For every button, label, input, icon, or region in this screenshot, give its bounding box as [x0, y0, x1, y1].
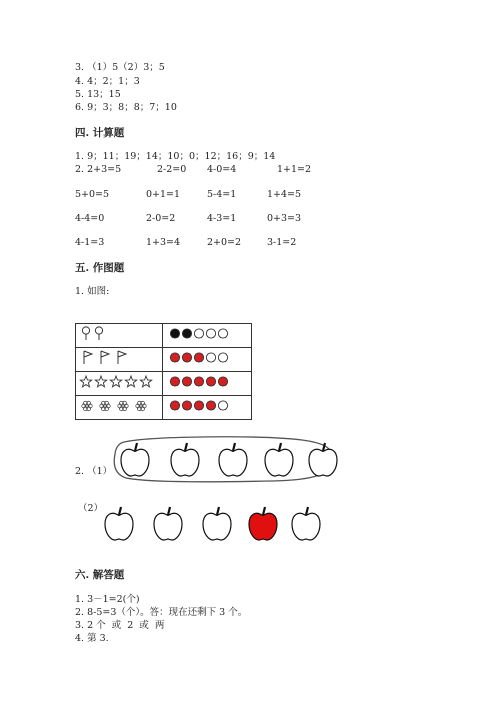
marks-row — [163, 396, 251, 415]
calc-item: 0+3=3 — [267, 213, 302, 224]
figure-row-flowers — [76, 396, 252, 420]
calc-item: 2-2=0 — [157, 164, 187, 175]
star-icon — [110, 376, 121, 387]
marks-row — [163, 348, 251, 367]
answer-line-5: 5. 13；15 — [75, 89, 121, 100]
empty-circle — [218, 401, 227, 410]
marks-row — [163, 372, 251, 391]
star-icon — [80, 376, 91, 387]
apple-icon — [289, 505, 323, 543]
icons-cell — [76, 396, 163, 420]
answer-line-3: 3. （1）5（2）3；5 — [75, 62, 165, 73]
filled-circle — [206, 377, 215, 386]
flower-icon — [100, 401, 110, 411]
calc-item: 4-4=0 — [75, 213, 105, 224]
filled-circle — [182, 329, 191, 338]
flower-icon — [76, 396, 162, 415]
calc-item: 4-0=4 — [207, 164, 237, 175]
figure-table — [75, 323, 252, 420]
red-apple-icon — [246, 505, 280, 543]
empty-circle — [194, 329, 203, 338]
figure-row-balloons — [76, 324, 252, 348]
empty-circle — [206, 353, 215, 362]
filled-circle — [218, 377, 227, 386]
circles-cell — [163, 324, 252, 348]
filled-circle — [194, 353, 203, 362]
circles-cell — [163, 396, 252, 420]
apple-icon — [102, 505, 136, 543]
star-icon — [95, 376, 106, 387]
flag-icon — [76, 348, 162, 367]
question-2-1-label: 2. （1） — [75, 466, 113, 477]
filled-circle — [182, 377, 191, 386]
circles-cell — [163, 348, 252, 372]
answer-line-6: 6. 9；3；8；8；7；10 — [75, 102, 177, 113]
empty-circle — [206, 329, 215, 338]
filled-circle — [170, 353, 179, 362]
calc-item: 5+0=5 — [75, 189, 110, 200]
filled-circle — [170, 329, 179, 338]
calc-item: 5-4=1 — [207, 189, 237, 200]
calc-item: 3-1=2 — [267, 237, 297, 248]
calc-item: 1+4=5 — [267, 189, 302, 200]
icons-cell — [76, 324, 163, 348]
icons-cell — [76, 372, 163, 396]
question-2-2-label: （2） — [78, 503, 104, 514]
calc-item: 4-3=1 — [207, 213, 237, 224]
apple-icon — [306, 441, 340, 479]
empty-circle — [218, 353, 227, 362]
calc-item: 2. 2+3=5 — [75, 164, 122, 175]
filled-circle — [206, 401, 215, 410]
answer-item: 1. 3－1=2(个) — [75, 594, 140, 605]
icons-cell — [76, 348, 163, 372]
calc-item: 2-0=2 — [146, 213, 176, 224]
filled-circle — [182, 353, 191, 362]
section-heading-answers: 六. 解答题 — [75, 569, 125, 581]
star-icon — [76, 372, 162, 391]
figure-row-flags — [76, 348, 252, 372]
empty-circle — [218, 329, 227, 338]
marks-row — [163, 324, 251, 343]
flower-icon — [82, 401, 92, 411]
question-1-label: 1. 如图: — [75, 286, 110, 297]
calc-item: 4-1=3 — [75, 237, 105, 248]
answer-item: 2. 8-5=3（个）。答：现在还剩下 3 个。 — [75, 607, 248, 618]
filled-circle — [182, 401, 191, 410]
balloon-icon — [76, 324, 162, 343]
calc-item: 2+0=2 — [207, 237, 242, 248]
apple-icon — [216, 441, 250, 479]
section-heading-drawing: 五. 作图题 — [75, 262, 125, 274]
figure-row-stars — [76, 372, 252, 396]
apple-icon — [168, 441, 202, 479]
circles-cell — [163, 372, 252, 396]
apple-icon — [118, 441, 152, 479]
star-icon — [140, 376, 151, 387]
section-heading-calc: 四. 计算题 — [75, 127, 125, 139]
flower-icon — [118, 401, 128, 411]
answer-item: 4. 第 3. — [75, 633, 109, 644]
calc-item: 0+1=1 — [146, 189, 181, 200]
apple-icon — [262, 441, 296, 479]
flower-icon — [136, 401, 146, 411]
calc-item: 1+3=4 — [146, 237, 181, 248]
star-icon — [125, 376, 136, 387]
apple-icon — [200, 505, 234, 543]
filled-circle — [170, 377, 179, 386]
filled-circle — [194, 377, 203, 386]
answer-item: 3. 2 个 或 2 或 两 — [75, 620, 165, 631]
calc-item: 1+1=2 — [277, 164, 312, 175]
filled-circle — [170, 401, 179, 410]
filled-circle — [194, 401, 203, 410]
answer-line-4: 4. 4；2；1；3 — [75, 76, 140, 87]
calc-line-1: 1. 9；11；19；14；10；0；12；16；9；14 — [75, 151, 276, 162]
apple-icon — [151, 505, 185, 543]
